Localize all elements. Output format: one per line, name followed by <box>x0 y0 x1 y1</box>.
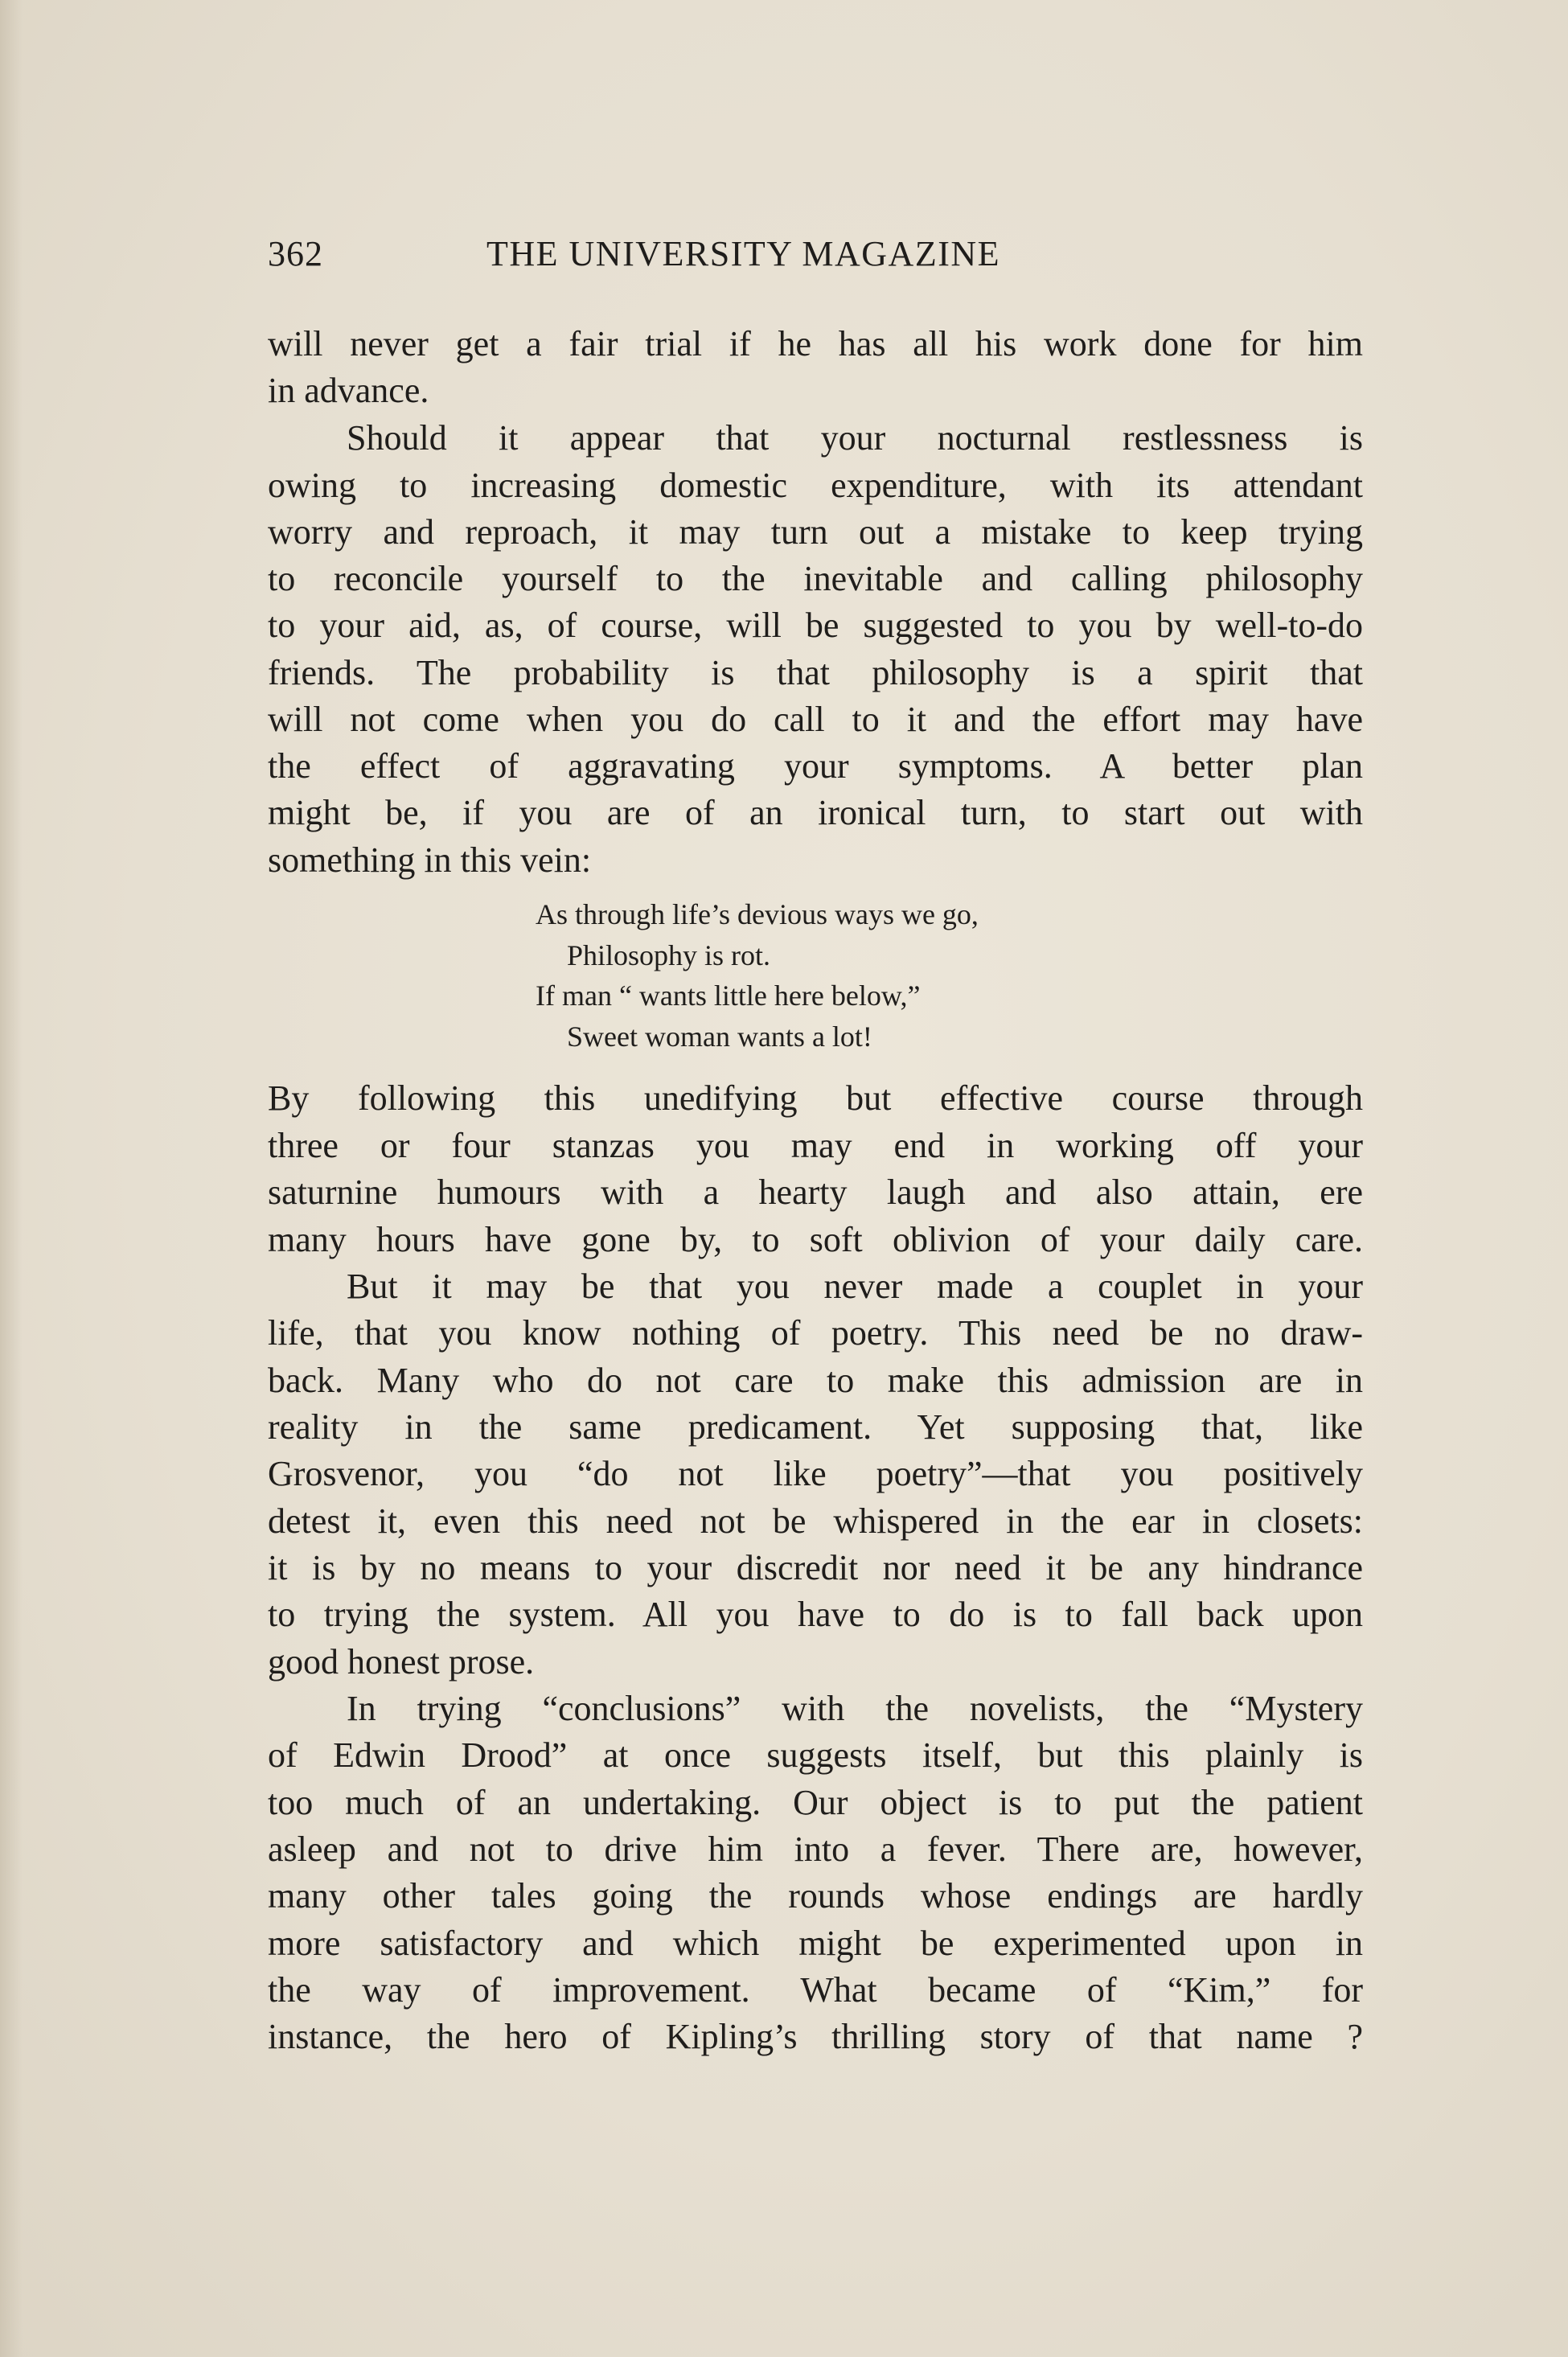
text-line: worry and reproach, it may turn out a mistake to keep trying <box>268 512 1363 552</box>
running-head <box>268 233 1363 281</box>
text-line: By following this unedifying but effective course through <box>268 1078 1363 1118</box>
text-line: in advance. <box>268 371 429 410</box>
page-number: 362 <box>268 234 323 273</box>
text-line: saturnine humours with a hearty laugh and also attain, ere <box>268 1172 1363 1212</box>
text-line: Grosvenor, you “do not like poetry”—that you positively <box>268 1454 1363 1493</box>
text-line: to trying the system. All you have to do is to fall back upon <box>268 1595 1363 1634</box>
text-line: might be, if you are of an ironical turn, to start out with <box>268 793 1363 832</box>
text-line: But it may be that you never made a couplet in your <box>347 1267 1363 1306</box>
text-line: back. Many who do not care to make this admission are in <box>268 1361 1363 1400</box>
text-line: life, that you know nothing of poetry. This need be no draw- <box>268 1313 1363 1353</box>
text-line: detest it, even this need not be whispered in the ear in closets: <box>268 1501 1363 1541</box>
journal-title: THE UNIVERSITY MAGAZINE <box>486 234 1001 273</box>
text-line: many other tales going the rounds whose endings are hardly <box>268 1876 1363 1916</box>
text-line: good honest prose. <box>268 1642 535 1682</box>
text-line: In trying “conclusions” with the novelists, the “Mystery <box>347 1689 1363 1728</box>
text-line: owing to increasing domestic expenditure, with its attendant <box>268 466 1363 505</box>
text-line: friends. The probability is that philosophy is a spirit that <box>268 653 1363 692</box>
text-line: Should it appear that your nocturnal restlessness is <box>347 418 1363 458</box>
text-line: will never get a fair trial if he has all his work done for him <box>268 324 1363 363</box>
text-line: to your aid, as, of course, will be suggested to you by well-to-do <box>268 606 1363 645</box>
text-line: will not come when you do call to it and the effort may have <box>268 700 1363 739</box>
text-line: the way of improvement. What became of “Kim,” for <box>268 1970 1363 2010</box>
text-line: instance, the hero of Kipling’s thrilling story of that name ? <box>268 2017 1363 2056</box>
text-line: asleep and not to drive him into a fever. There are, however, <box>268 1829 1363 1869</box>
text-line: too much of an undertaking. Our object is to put the patient <box>268 1783 1363 1822</box>
verse-line: As through life’s devious ways we go, <box>536 898 979 930</box>
text-line: the effect of aggravating your symptoms. A better plan <box>268 746 1363 786</box>
text-line: something in this vein: <box>268 840 592 880</box>
text-line: it is by no means to your discredit nor need it be any hindrance <box>268 1548 1363 1587</box>
page-edge-shadow <box>0 0 23 2357</box>
verse-line: Philosophy is rot. <box>567 939 771 971</box>
verse-line: If man “ wants little here below,” <box>536 979 921 1012</box>
text-line: to reconcile yourself to the inevitable and calling philosophy <box>268 559 1363 598</box>
text-line: three or four stanzas you may end in working off your <box>268 1126 1363 1165</box>
text-line: more satisfactory and which might be experimented upon in <box>268 1924 1363 1963</box>
verse-line: Sweet woman wants a lot! <box>567 1020 872 1053</box>
text-line: many hours have gone by, to soft oblivion of your daily care. <box>268 1220 1363 1259</box>
book-page <box>268 0 1363 2357</box>
text-line: of Edwin Drood” at once suggests itself, but this plainly is <box>268 1735 1363 1775</box>
text-line: reality in the same predicament. Yet supposing that, like <box>268 1407 1363 1447</box>
